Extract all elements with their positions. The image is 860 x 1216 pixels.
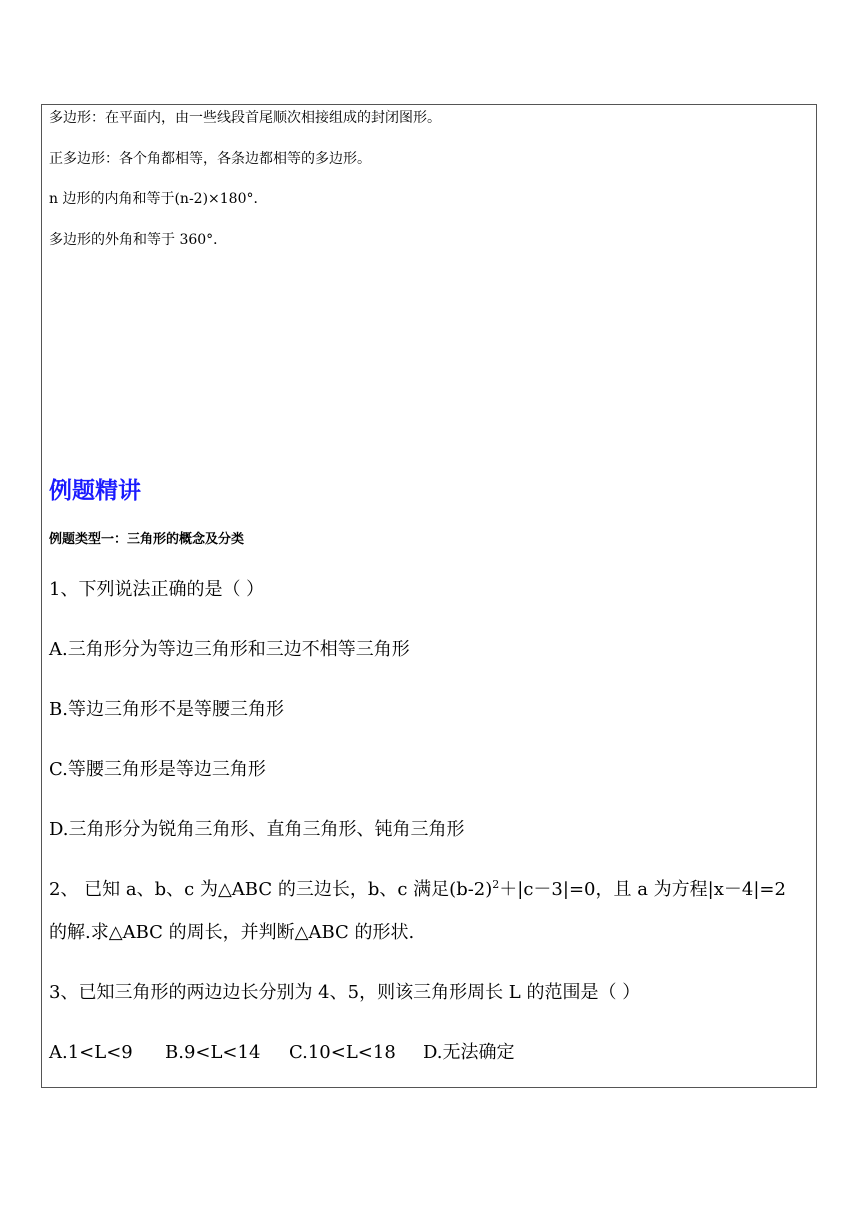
question-3-option-b: B.9<L<14 bbox=[165, 1042, 261, 1063]
question-1-stem: 1、下列说法正确的是（ ） bbox=[49, 579, 265, 600]
question-1-option-d: D.三角形分为锐角三角形、直角三角形、钝角三角形 bbox=[49, 819, 465, 840]
question-2-text-b: ＋|c－3|=0，且 a 为方程|x－4|=2 bbox=[499, 879, 786, 900]
question-2-line-1 bbox=[49, 877, 786, 903]
definition-exterior-angle-sum: 多边形的外角和等于 360°． bbox=[49, 232, 228, 248]
question-3-options bbox=[49, 1040, 515, 1066]
definition-polygon: 多边形：在平面内，由一些线段首尾顺次相接组成的封闭图形。 bbox=[49, 110, 441, 126]
question-3-option-d: D.无法确定 bbox=[423, 1042, 515, 1063]
question-2-text-a: 2、 已知 a、b、c 为△ABC 的三边长，b、c 满足(b-2) bbox=[49, 879, 493, 900]
question-3-stem: 3、已知三角形的两边边长分别为 4、5，则该三角形周长 L 的范围是（ ） bbox=[49, 982, 641, 1003]
definition-regular-polygon: 正多边形：各个角都相等，各条边都相等的多边形。 bbox=[49, 151, 371, 167]
question-3-option-a: A.1<L<9 bbox=[49, 1042, 133, 1063]
question-2-exponent: 2 bbox=[492, 878, 500, 891]
question-1-option-c: C.等腰三角形是等边三角形 bbox=[49, 759, 266, 780]
question-1-option-a: A.三角形分为等边三角形和三边不相等三角形 bbox=[49, 639, 410, 660]
section-subtitle: 例题类型一：三角形的概念及分类 bbox=[49, 532, 245, 547]
question-3-option-c: C.10<L<18 bbox=[289, 1042, 396, 1063]
section-title: 例题精讲 bbox=[49, 478, 141, 504]
definition-interior-angle-sum: n 边形的内角和等于(n-2)×180°． bbox=[49, 191, 268, 207]
question-1-option-b: B.等边三角形不是等腰三角形 bbox=[49, 699, 284, 720]
question-2-line-2: 的解.求△ABC 的周长，并判断△ABC 的形状. bbox=[49, 922, 415, 943]
